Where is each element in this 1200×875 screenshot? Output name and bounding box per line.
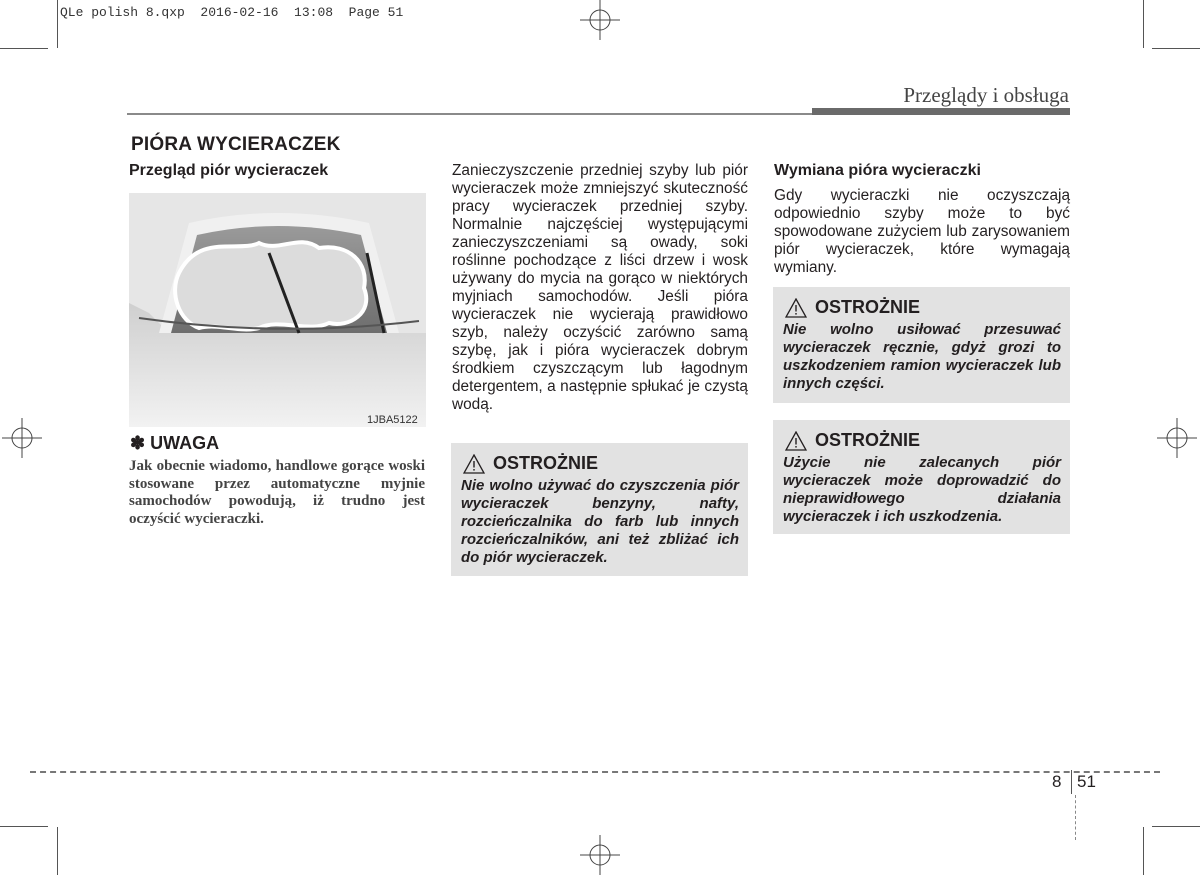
note-text: Jak obecnie wiadomo, handlowe gorące woski stosowane przez automatyczne myjnie samochodów powodują, iż trudno jest oczyścić wycieraczki.: [129, 458, 425, 527]
caution-box-cleaning: [451, 443, 748, 576]
subsection-title-inspection: Przegląd piór wycieraczek: [129, 162, 329, 179]
footer-guide: [1075, 795, 1076, 840]
subsection-title-replacement: Wymiana pióra wycieraczki: [774, 162, 981, 179]
caution-box-blades: [773, 420, 1070, 534]
crop-mark: [1143, 0, 1144, 48]
warning-triangle-icon: [785, 431, 807, 451]
page-number: 51: [1077, 772, 1096, 791]
caution-title: OSTROŻNIE: [493, 453, 599, 473]
header-rule-accent: [812, 108, 1070, 115]
crop-mark: [0, 48, 48, 49]
caution-header: [463, 453, 598, 474]
crop-mark: [1152, 48, 1200, 49]
wiper-illustration: [129, 193, 426, 427]
note-title: ✽ UWAGA: [130, 433, 220, 453]
section-title: PIÓRA WYCIERACZEK: [131, 134, 341, 155]
page-number-separator: [1071, 770, 1072, 794]
crop-mark: [57, 827, 58, 875]
caution-text: Nie wolno usiłować przesuwać wycieraczek ręcznie, gdyż grozi to uszkodzeniem ramion wycieraczek lub innych części.: [783, 321, 1061, 392]
caution-box-manual-move: [773, 287, 1070, 403]
caution-title: OSTROŻNIE: [815, 430, 921, 450]
caution-text: Nie wolno używać do czyszczenia piór wycieraczek benzyny, nafty, rozcieńczalnika do farb lub innych rozcieńczalników, ani też zbliżać ich do piór wycieraczek.: [461, 477, 739, 566]
warning-triangle-icon: [785, 298, 807, 318]
print-slug: QLe polish 8.qxp 2016-02-16 13:08 Page 51: [60, 5, 404, 20]
registration-mark-icon: [580, 0, 620, 40]
figure-code: 1JBA5122: [367, 414, 418, 426]
registration-mark-icon: [580, 835, 620, 875]
caution-title: OSTROŻNIE: [815, 297, 921, 317]
header-rule: [127, 113, 812, 115]
crop-mark: [0, 826, 48, 827]
crop-mark: [57, 0, 58, 48]
caution-header: [785, 297, 920, 318]
registration-mark-icon: [1157, 418, 1197, 458]
caution-text: Użycie nie zalecanych piór wycieraczek może doprowadzić do nieprawidłowego działania wycieraczek i ich uszkodzenia.: [783, 454, 1061, 525]
windshield-wiper-icon: [129, 193, 426, 427]
crop-mark: [1143, 827, 1144, 875]
crop-mark: [1152, 826, 1200, 827]
chapter-number: 8: [1052, 772, 1062, 791]
chapter-title: Przeglądy i obsługa: [903, 83, 1069, 107]
footer-rule: [30, 771, 1160, 773]
cleaning-paragraph: Zanieczyszczenie przedniej szyby lub piór wycieraczek może zmniejszyć skuteczność pracy wycieraczek przedniej szyby. Normalnie najczęściej występującymi zanieczyszczeniami są owady, soki roślinne pochodzące z liści drzew i wosk używany do mycia na gorąco w niektórych myjniach samochodów. Jeśli pióra wycieraczek nie wycierają prawidłowo szyb, należy oczyścić zarówno samą szybę, jak i pióra wycieraczek dobrym środkiem czyszczącym lub łagodnym detergentem, a następnie spłukać je czystą wodą.: [452, 162, 748, 413]
caution-header: [785, 430, 920, 451]
registration-mark-icon: [2, 418, 42, 458]
warning-triangle-icon: [463, 454, 485, 474]
replacement-paragraph: Gdy wycieraczki nie oczyszczają odpowiednio szyby może to być spowodowane zużyciem lub zarysowaniem piór wycieraczek, które wymagają wymiany.: [774, 187, 1070, 276]
